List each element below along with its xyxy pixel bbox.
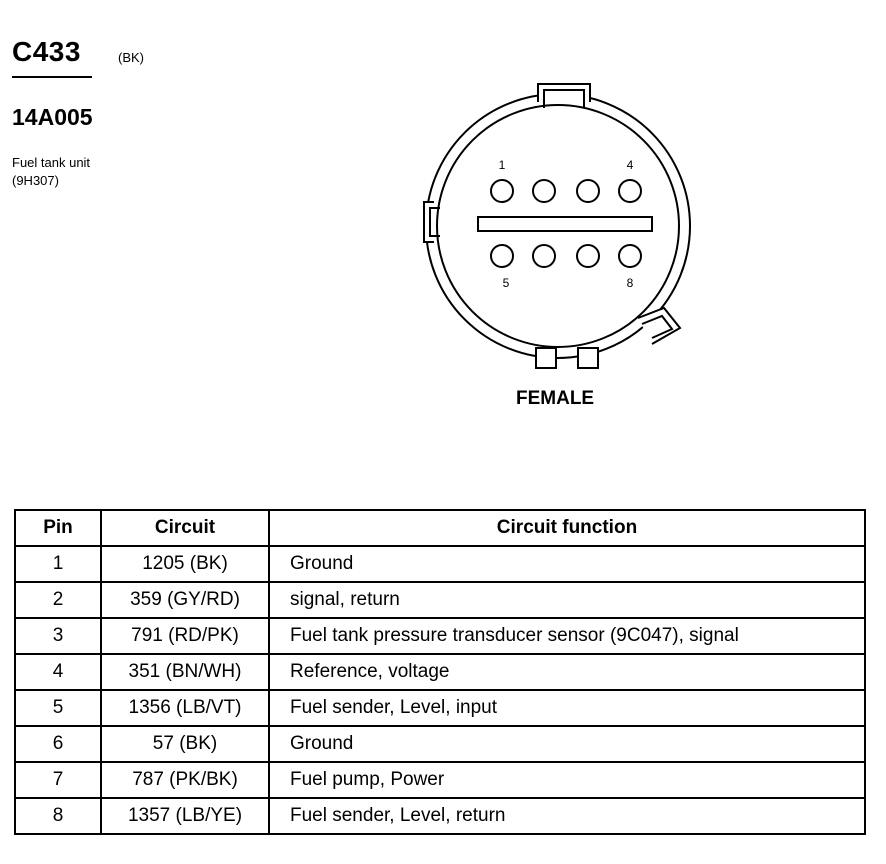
- function-cell: Reference, voltage: [269, 654, 865, 690]
- pin-label-5: 5: [502, 276, 510, 290]
- circuit-cell: 1205 (BK): [101, 546, 269, 582]
- function-cell: Fuel sender, Level, input: [269, 690, 865, 726]
- function-cell: Ground: [269, 726, 865, 762]
- pin-cell: 8: [15, 798, 101, 834]
- pin-cell: 4: [15, 654, 101, 690]
- pin-label-8: 8: [626, 276, 634, 290]
- table-row: [15, 582, 865, 618]
- circuit-cell: 1357 (LB/YE): [101, 798, 269, 834]
- component-name: Fuel tank unit: [12, 155, 91, 170]
- connector-id-underline: [12, 76, 92, 78]
- circuit-cell: 791 (RD/PK): [101, 618, 269, 654]
- pin-cell: 6: [15, 726, 101, 762]
- circuit-cell: 351 (BN/WH): [101, 654, 269, 690]
- function-cell: Ground: [269, 546, 865, 582]
- pin-cell: 3: [15, 618, 101, 654]
- circuit-cell: 359 (GY/RD): [101, 582, 269, 618]
- connector-bottom-terminal: [578, 348, 598, 368]
- circuit-cell: 787 (PK/BK): [101, 762, 269, 798]
- table-row: [15, 726, 865, 762]
- pin-cell: 7: [15, 762, 101, 798]
- part-number: 14A005: [12, 104, 93, 130]
- function-cell: Fuel pump, Power: [269, 762, 865, 798]
- header-circuit-function: Circuit function: [269, 510, 865, 546]
- header-pin: Pin: [15, 510, 101, 546]
- pin-cell: 2: [15, 582, 101, 618]
- pin-cell: 5: [15, 690, 101, 726]
- connector-top-key: [538, 84, 590, 102]
- circuit-cell: 57 (BK): [101, 726, 269, 762]
- connector-gender-label: FEMALE: [516, 388, 595, 409]
- pin-label-1: 1: [498, 158, 506, 172]
- connector-color: (BK): [118, 50, 144, 65]
- table-row: [15, 618, 865, 654]
- connector-id: C433: [12, 36, 81, 67]
- table-header-row: [15, 510, 865, 546]
- table-row: [15, 762, 865, 798]
- function-cell: signal, return: [269, 582, 865, 618]
- header-circuit: Circuit: [101, 510, 269, 546]
- pin-label-4: 4: [626, 158, 634, 172]
- table-row: [15, 798, 865, 834]
- function-cell: Fuel sender, Level, return: [269, 798, 865, 834]
- function-cell: Fuel tank pressure transducer sensor (9C047), signal: [269, 618, 865, 654]
- component-description: [12, 154, 90, 190]
- table-row: [15, 690, 865, 726]
- connector-face-diagram: [420, 80, 700, 380]
- table-row: [15, 546, 865, 582]
- component-code: (9H307): [12, 173, 59, 188]
- connector-bottom-terminal: [536, 348, 556, 368]
- pin-cell: 1: [15, 546, 101, 582]
- circuit-cell: 1356 (LB/VT): [101, 690, 269, 726]
- table-row: [15, 654, 865, 690]
- pinout-table: [14, 509, 866, 835]
